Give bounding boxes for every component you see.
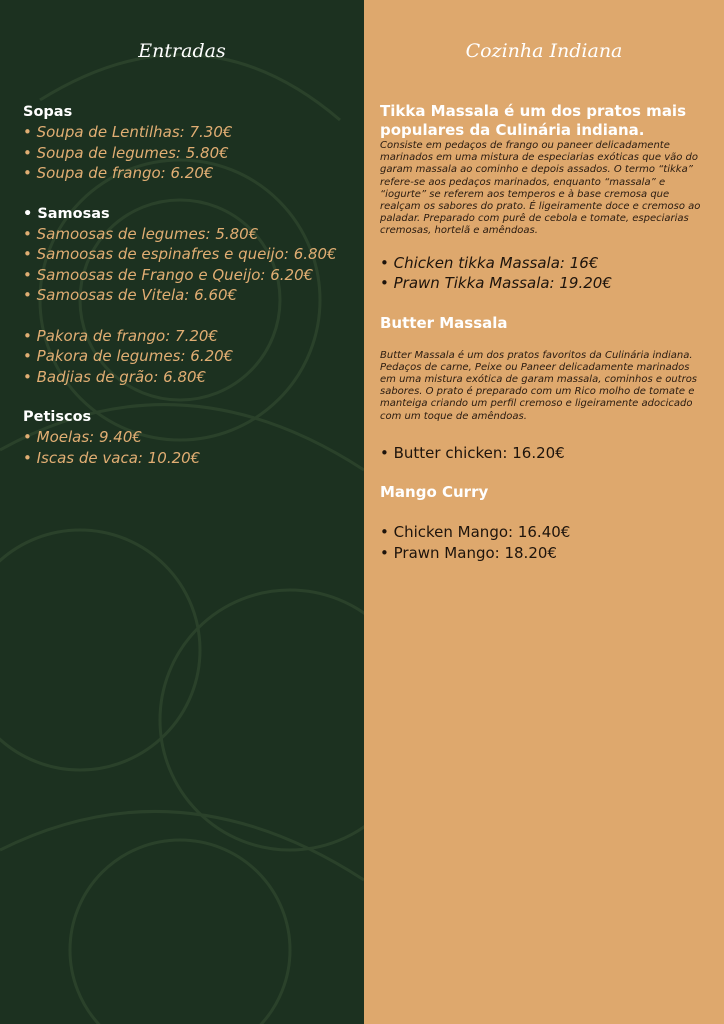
butter-list [380, 443, 708, 464]
tikka-heading: Tikka Massala é um dos pratos mais populares da Culinária indiana. [380, 102, 687, 139]
menu-item: • Chicken Mango: 16.40€ [380, 522, 708, 543]
samosas-heading: • Samosas [23, 205, 110, 222]
menu-item: • Soupa de frango: 6.20€ [23, 163, 364, 184]
menu-item: • Samoosas de espinafres e queijo: 6.80€ [23, 244, 364, 265]
menu-item: • Soupa de Lentilhas: 7.30€ [23, 122, 364, 143]
butter-heading: Butter Massala [380, 313, 508, 332]
butter-description: Butter Massala é um dos pratos favoritos da Culinária indiana. Pedaços de carne, Peixe ou Paneer delicadamente marinados em uma mistura exótica de garam massala, cominhos e outros sabores. O prato é preparado com um Rico molho de tomate e manteiga criando um perfil cremoso e ligeiramente adocicado com um toque de amêndoas. [380, 349, 698, 422]
menu-item: • Badjias de grão: 6.80€ [23, 367, 364, 388]
menu-item: • Samoosas de legumes: 5.80€ [23, 224, 364, 245]
pakora-list [23, 326, 364, 388]
menu-item: • Chicken tikka Massala: 16€ [380, 253, 708, 274]
menu-item: • Prawn Tikka Massala: 19.20€ [380, 273, 708, 294]
menu-item: • Pakora de legumes: 6.20€ [23, 346, 364, 367]
petiscos-list [23, 427, 364, 468]
menu-item: • Samoosas de Frango e Queijo: 6.20€ [23, 265, 364, 286]
menu-item: • Prawn Mango: 18.20€ [380, 543, 708, 564]
entradas-title: Entradas [138, 40, 226, 62]
menu-item: • Iscas de vaca: 10.20€ [23, 448, 364, 469]
menu-item: • Pakora de frango: 7.20€ [23, 326, 364, 347]
menu-item: • Soupa de legumes: 5.80€ [23, 143, 364, 164]
samosas-list [23, 224, 364, 306]
sopas-heading: Sopas [23, 104, 73, 120]
sopas-list [23, 122, 364, 184]
petiscos-heading: Petiscos [23, 409, 92, 425]
mango-heading: Mango Curry [380, 483, 489, 502]
cozinha-title: Cozinha Indiana [465, 40, 623, 62]
tikka-description: Consiste em pedaços de frango ou paneer delicadamente marinados em uma mistura de especiarias exóticas que vão do garam massala ao cominho e depois assados. O termo “tikka” refere-se aos pedaços marinados, enquanto “massala” e “iogurte” se referem aos temperos e à base cremosa que realçam os sabores do prato. É ligeiramente doce e cremoso ao paladar. Preparado com purê de cebola e tomate, especiarias cremosas, hortelã e amêndoas. [380, 140, 701, 237]
samosas-heading-text: Samosas [37, 205, 110, 222]
menu-item: • Butter chicken: 16.20€ [380, 443, 708, 464]
menu-item: • Samoosas de Vitela: 6.60€ [23, 285, 364, 306]
mango-list [380, 522, 708, 563]
menu-item: • Moelas: 9.40€ [23, 427, 364, 448]
cozinha-indiana-panel [364, 0, 724, 1024]
tikka-list [380, 253, 708, 294]
